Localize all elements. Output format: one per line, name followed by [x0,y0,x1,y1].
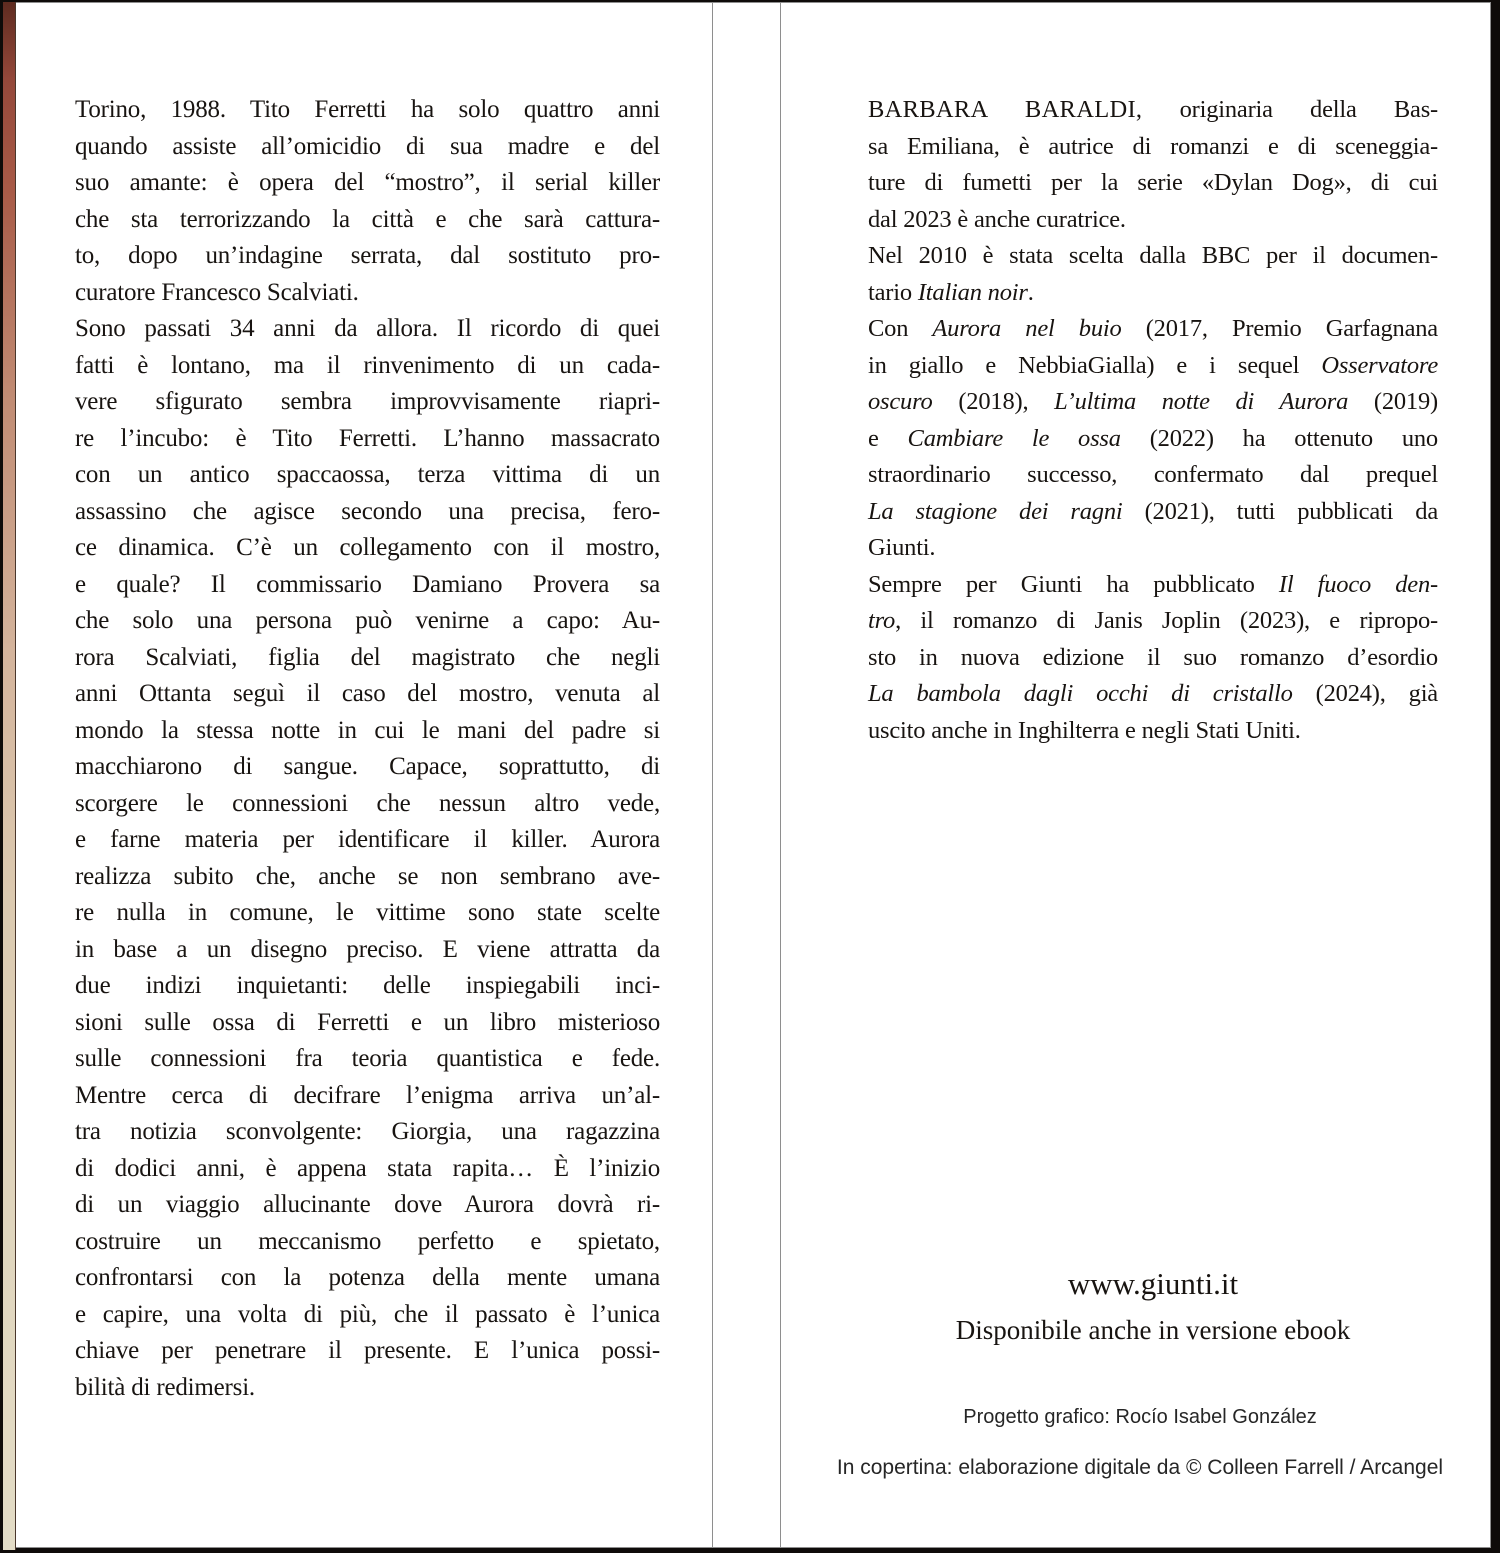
text-line: re l’incubo: è Tito Ferretti. L’hanno massacrato [75,424,660,452]
text-line: scorgere le connessioni che nessun altro vede, [75,789,660,817]
text-line: tra notizia sconvolgente: Giorgia, una ragazzina [75,1118,660,1145]
text-line: quando assiste all’omicidio di sua madre e del [75,132,660,160]
text-line: Mentre cerca di decifrare l’enigma arriva un’al- [75,1081,660,1109]
text-line: to, dopo un’indagine serrata, dal sostituto pro- [75,242,660,269]
text-line: che sta terrorizzando la città e che sarà cattura- [75,205,660,233]
text-line: Con Aurora nel buio (2017, Premio Garfagnana [868,315,1438,342]
text-line: Nel 2010 è stata scelta dalla BBC per il documen- [868,242,1438,269]
text-line: mondo la stessa notte in cui le mani del padre si [75,716,660,744]
publisher-website: www.giunti.it [1067,1266,1239,1301]
text-line: La stagione dei ragni (2021), tutti pubblicati da [868,497,1438,525]
text-line: macchiarono di sangue. Capace, soprattutto, di [75,753,660,780]
text-line: con un antico spaccaossa, terza vittima di un [75,461,660,488]
text-line: fatti è lontano, ma il rinvenimento di un cada- [75,351,660,379]
right-page-left-edge [780,2,781,1548]
text-line: e capire, una volta di più, che il passato è l’unica [75,1300,660,1328]
design-credit: Progetto grafico: Rocío Isabel González [963,1406,1317,1428]
text-line: e quale? Il commissario Damiano Provera sa [75,570,660,598]
text-line: sioni sulle ossa di Ferretti e un libro misterioso [75,1008,660,1036]
cover-credit: In copertina: elaborazione digitale da © Colleen Farrell / Arcangel [836,1456,1444,1479]
text-line: costruire un meccanismo perfetto e spietato, [75,1227,660,1255]
text-line: vere sfigurato sembra improvvisamente riapri- [75,388,660,415]
text-line: di un viaggio allucinante dove Aurora dovrà ri- [75,1191,660,1218]
text-line: tro, il romanzo di Janis Joplin (2023), e ripropo- [868,607,1438,634]
text-line: curatore Francesco Scalviati. [75,278,359,306]
synopsis-text [75,92,660,1406]
text-line: e farne materia per identificare il killer. Aurora [75,826,660,853]
text-line: oscuro (2018), L’ultima notte di Aurora (2019) [868,388,1438,415]
text-line: ture di fumetti per la serie «Dylan Dog», di cui [868,169,1438,196]
book-spine-edge [3,2,16,1550]
text-line: sto in nuova edizione il suo romanzo d’esordio [868,643,1438,671]
text-line: anni Ottanta seguì il caso del mostro, venuta al [75,680,660,707]
text-line: Giunti. [868,534,936,561]
text-line: Sempre per Giunti ha pubblicato Il fuoco den- [868,570,1438,598]
text-line: chiave per penetrare il presente. E l’unica possi- [75,1337,660,1364]
text-line: tario Italian noir. [868,278,1034,306]
text-line: sa Emiliana, è autrice di romanzi e di sceneggia- [868,132,1438,160]
text-line: assassino che agisce secondo una precisa, fero- [75,497,660,525]
text-line: suo amante: è opera del “mostro”, il serial killer [75,169,660,196]
text-line: BARBARA BARALDI, originaria della Bas- [868,96,1439,123]
text-line: in giallo e NebbiaGialla) e i sequel Osservatore [868,351,1438,379]
text-line: confrontarsi con la potenza della mente umana [75,1264,660,1291]
author-bio-text [868,92,1438,749]
text-line: bilità di redimersi. [75,1373,255,1401]
text-line: dal 2023 è anche curatrice. [868,205,1126,233]
text-line: due indizi inquietanti: delle inspiegabili inci- [75,972,660,999]
text-line: rora Scalviati, figlia del magistrato che negli [75,643,660,671]
text-line: che solo una persona può venirne a capo: Au- [75,607,660,634]
text-line: in base a un disegno preciso. E viene attratta da [75,935,660,963]
text-line: straordinario successo, confermato dal prequel [868,461,1438,488]
text-line: ce dinamica. C’è un collegamento con il mostro, [75,534,660,561]
text-line: Torino, 1988. Tito Ferretti ha solo quattro anni [75,96,660,123]
text-line: e Cambiare le ossa (2022) ha ottenuto uno [868,424,1438,452]
text-line: re nulla in comune, le vittime sono state scelte [75,899,660,926]
ebook-availability-note: Disponibile anche in versione ebook [955,1315,1351,1345]
left-page-right-edge [712,2,713,1548]
text-line: Sono passati 34 anni da allora. Il ricordo di quei [75,315,660,342]
text-line: di dodici anni, è appena stata rapita… È l’inizio [75,1154,660,1182]
text-line: La bambola dagli occhi di cristallo (2024), già [868,680,1438,707]
text-line: sulle connessioni fra teoria quantistica e fede. [75,1045,660,1072]
text-line: uscito anche in Inghilterra e negli Stati Uniti. [868,716,1301,744]
text-line: realizza subito che, anche se non sembrano ave- [75,862,660,890]
